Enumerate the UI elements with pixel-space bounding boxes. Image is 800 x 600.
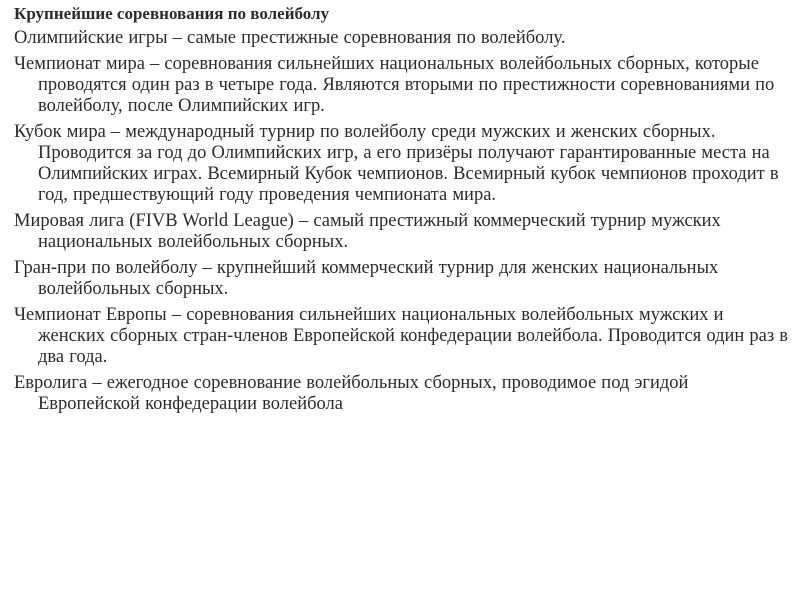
slide-title: Крупнейшие соревнования по волейболу	[14, 4, 330, 23]
paragraph-european-championship: Чемпионат Европы – соревнования сильнейших национальных волейбольных мужских и женских сборных стран-членов Европейской конфедерации волейбола. Проводится один раз в два года.	[14, 305, 789, 367]
paragraph-grand-prix: Гран-при по волейболу – крупнейший коммерческий турнир для женских национальных волейбольных сборных.	[14, 258, 719, 299]
slide-content	[14, 3, 794, 420]
paragraph-world-cup: Кубок мира – международный турнир по волейболу среди мужских и женских сборных. Проводится за год до Олимпийских игр, а его призёры получают гарантированные места на Олимпийских играх. Всемирный Кубок чемпионов. Всемирный кубок чемпионов проходит в год, предшествующий году проведения чемпионата мира.	[14, 122, 779, 205]
paragraph-euroleague: Евролига – ежегодное соревнование волейбольных сборных, проводимое под эгидой Европейской конфедерации волейбола	[14, 373, 689, 414]
paragraph-world-championship: Чемпионат мира – соревнования сильнейших национальных волейбольных сборных, которые проводятся один раз в четыре года. Являются вторыми по престижности соревнованиями по волейболу, после Олимпийских игр.	[14, 54, 775, 116]
paragraph-olympic-games: Олимпийские игры – самые престижные соревнования по волейболу.	[14, 28, 566, 48]
paragraph-world-league: Мировая лига (FIVB World League) – самый престижный коммерческий турнир мужских национальных волейбольных сборных.	[14, 211, 721, 252]
